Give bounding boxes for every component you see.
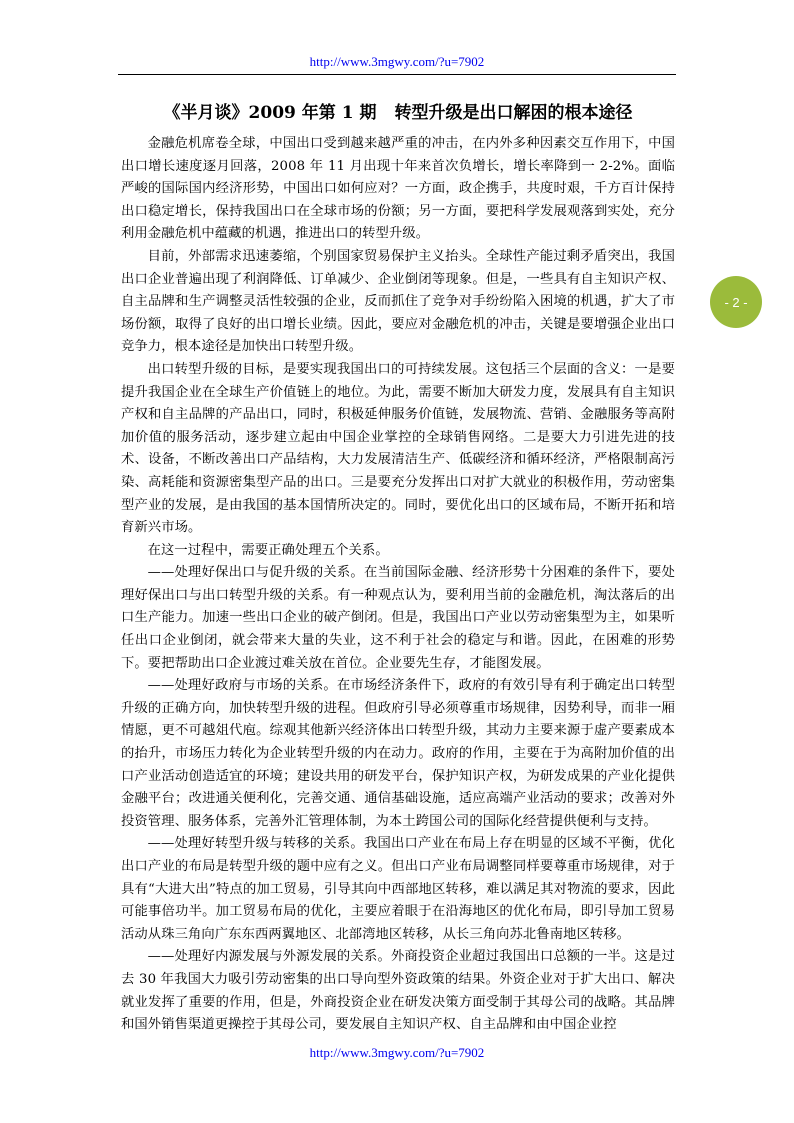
paragraph-7: ——处理好转型升级与转移的关系。我国出口产业在布局上存在明显的区域不平衡，优化出口产业的布局是转型升级的题中应有之义。但出口产业布局调整同样要尊重市场规律，对于具有“大进大出”特点的加工贸易，引导其向中西部地区转移，难以满足其对物流的要求，因此可能事倍功半。加工贸易布局的优化，主要应着眼于在沿海地区的优化布局，即引导加工贸易活动从珠三角向广东东西两翼地区、北部湾地区转移，从长三角向苏北鲁南地区转移。 — [121, 836, 675, 942]
paragraph-5: ——处理好保出口与促升级的关系。在当前国际金融、经济形势十分困难的条件下，要处理好保出口与出口转型升级的关系。有一种观点认为，要利用当前的金融危机，淘汰落后的出口生产能力。加速一些出口企业的破产倒闭。但是，我国出口产业以劳动密集型为主，如果听任出口企业倒闭，就会带来大量的失业，这不利于社会的稳定与和谐。因此，在困难的形势下。要把帮助出口企业渡过难关放在首位。企业要先生存，才能图发展。 — [121, 565, 675, 671]
page-number-badge: - 2 - — [710, 276, 762, 328]
paragraph-4: 在这一过程中，需要正确处理五个关系。 — [147, 542, 389, 558]
header-divider — [118, 74, 676, 75]
paragraph-8: ——处理好内源发展与外源发展的关系。外商投资企业超过我国出口总额的一半。这是过去 30 年我国大力吸引劳动密集的出口导向型外资政策的结果。外资企业对于扩大出口、解决就业发挥了重要的作用，但是，外商投资企业在研发决策方面受制于其母公司的战略。其品牌和国外销售渠道更操控于其母公司，要发展自主知识产权、自主品牌和由中国企业控 — [121, 949, 675, 1033]
paragraph-3: 出口转型升级的目标，是要实现我国出口的可持续发展。这包括三个层面的含义：一是要提升我国企业在全球生产价值链上的地位。为此，需要不断加大研发力度，发展具有自主知识产权和自主品牌的产品出口，同时，积极延伸服务价值链，发展物流、营销、金融服务等高附加价值的服务活动，逐步建立起由中国企业掌控的全球销售网络。二是要大力引进先进的技术、设备，不断改善出口产品结构，大力发展清洁生产、低碳经济和循环经济，严格限制高污染、高耗能和资源密集型产品的出口。三是要充分发挥出口对扩大就业的积极作用，劳动密集型产业的发展，是由我国的基本国情所决定的。同时，要优化出口的区域布局，不断开拓和培育新兴市场。 — [121, 361, 675, 536]
paragraph-1: 金融危机席卷全球，中国出口受到越来越严重的冲击，在内外多种因素交互作用下，中国出口增长速度逐月回落，2008 年 11 月出现十年来首次负增长，增长率降到一 2-2%。面临严峻的国际国内经济形势，中国出口如何应对？一方面，政企携手，共度时艰，千方百计保持出口稳定增长，保持我国出口在全球市场的份额；另一方面，要把科学发展观落到实处，充分利用金融危机中蕴藏的机遇，推进出口的转型升级。 — [121, 136, 675, 242]
title-source: 《半月谈》2009 年第 1 期 — [163, 103, 377, 123]
title-main: 转型升级是出口解困的根本途径 — [394, 103, 633, 123]
header-url-link[interactable]: http://www.3mgwy.com/?u=7902 — [309, 54, 485, 69]
footer-url-link[interactable]: http://www.3mgwy.com/?u=7902 — [309, 1045, 485, 1060]
article-title — [121, 101, 675, 125]
article — [121, 101, 675, 1037]
paragraph-2: 目前，外部需求迅速萎缩，个别国家贸易保护主义抬头。全球性产能过剩矛盾突出，我国出口企业普遍出现了利润降低、订单减少、企业倒闭等现象。但是，一些具有自主知识产权、自主品牌和生产调整灵活性较强的企业，反而抓住了竞争对手纷纷陷入困境的机遇，扩大了市场份额，取得了良好的出口增长业绩。因此，要应对金融危机的冲击，关键是要增强企业出口竞争力，根本途径是加快出口转型升级。 — [121, 248, 675, 355]
paragraph-6: ——处理好政府与市场的关系。在市场经济条件下，政府的有效引导有利于确定出口转型升级的正确方向，加快转型升级的进程。但政府引导必须尊重市场规律，因势利导，而非一厢情愿，更不可越俎代庖。综观其他新兴经济体出口转型升级，其动力主要来源于虚产要素成本的抬升，市场压力转化为企业转型升级的内在动力。政府的作用，主要在于为高附加价值的出口产业活动创造适宜的环境；建设共用的研发平台，保护知识产权，为研发成果的产业化提供金融平台；改进通关便利化，完善交通、通信基础设施，适应高端产业活动的要求；改善对外投资管理、服务体系，完善外汇管理体制，为本土跨国公司的国际化经营提供便利与支持。 — [121, 678, 675, 829]
